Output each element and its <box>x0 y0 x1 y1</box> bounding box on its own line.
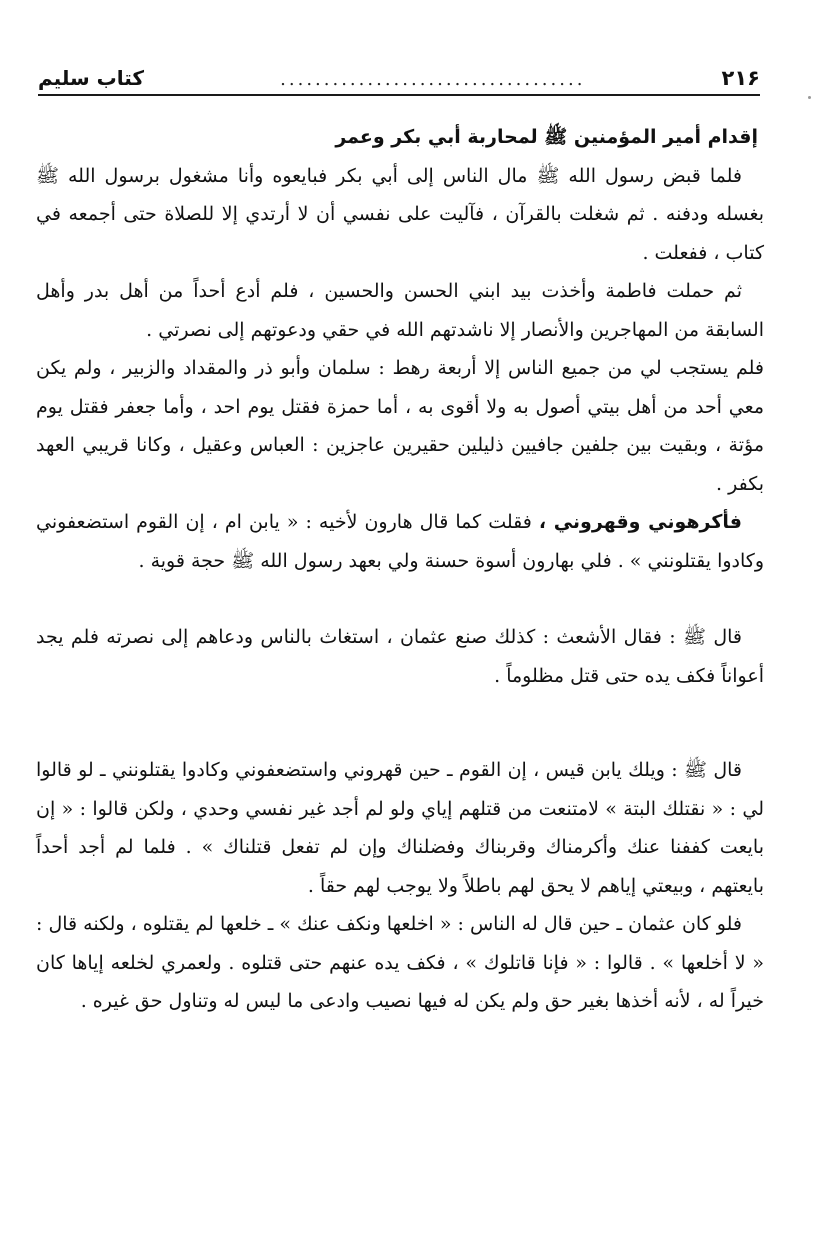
section-heading: إقدام أمير المؤمنين ﷺ لمحاربة أبي بكر وعمر <box>335 126 758 148</box>
margin-mark <box>808 96 811 99</box>
paragraph-reply: قال ﷺ : ويلك يابن قيس ، إن القوم ـ حين قهروني واستضعفوني وكادوا يقتلونني ـ لو قالوا لي : « نقتلك البتة » لامتنعت من قتلهم إياي ولو لم أجد غير نفسي وحدي ، ولكن قالوا : « إن بايعت كففنا عنك وأكرمناك وقربناك وفضلناك وإن لم تفعل قتلناك » . فلما لم أجد أحداً بايعتهم ، وبيعتي إياهم لا يحق لهم باطلاً ولا يوجب لهم حقاً . <box>36 759 764 897</box>
running-header <box>38 58 760 96</box>
quote-lead: فأكرهوني وقهروني ، <box>538 511 742 533</box>
paragraph-burial: فلما قبض رسول الله ﷺ مال الناس إلى أبي بكر فبايعوه وأنا مشغول برسول الله ﷺ بغسله ودفنه . ثم شغلت بالقرآن ، فآليت على نفسي أن لا أرتدي إلا للصلاة حتى أجمعه في كتاب ، ففعلت . <box>36 164 764 264</box>
header-dot-leader: ................................... <box>280 69 586 90</box>
book-title: كتاب سليم <box>38 66 145 90</box>
paragraph-uthman: فلو كان عثمان ـ حين قال له الناس : « اخلعها ونكف عنك » ـ خلعها لم يقتلوه ، ولكنه قال : « لا أخلعها » . قالوا : « فإنا قاتلوك » ، فكف يده عنهم حتى قتلوه . ولعمري لخلعه إياها كان خيراً له ، لأنه أخذها بغير حق ولم يكن له فيها نصيب وادعى ما ليس له وتناول حق غيره . <box>36 913 764 1012</box>
page-body <box>36 118 764 1021</box>
paragraph-gap <box>36 695 764 751</box>
paragraph-appeal: ثم حملت فاطمة وأخذت بيد ابني الحسن والحسين ، فلم أدع أحداً من أهل بدر وأهل السابقة من المهاجرين والأنصار إلا ناشدتهم الله في حقي ودعوتهم إلى نصرتي . <box>36 280 764 341</box>
quote-rest: فقلت كما قال هارون لأخيه : « يابن ام ، إن القوم استضعفوني وكادوا يقتلونني » . فلي بهارون أسوة حسنة ولي بعهد رسول الله ﷺ حجة قوية . <box>36 511 764 572</box>
paragraph-four-men: فلم يستجب لي من جميع الناس إلا أربعة رهط : سلمان وأبو ذر والمقداد والزبير ، ولم يكن معي أحد من أهل بيتي أصول به ولا أقوى به ، أما حمزة فقتل يوم احد ، وأما جعفر فقتل يوم مؤتة ، وبقيت بين جلفين جافيين ذليلين حقيرين عاجزين : العباس وعقيل ، وكانا قريبي العهد بكفر . <box>36 357 764 495</box>
paragraph-ashath: قال ﷺ : فقال الأشعث : كذلك صنع عثمان ، استغاث بالناس ودعاهم إلى نصرته فلم يجد أعواناً فكف يده حتى قتل مظلوماً . <box>36 626 764 687</box>
paragraph-gap <box>36 580 764 618</box>
paragraph-harun-quote <box>36 503 764 580</box>
page-number: ٢١۶ <box>721 66 760 90</box>
